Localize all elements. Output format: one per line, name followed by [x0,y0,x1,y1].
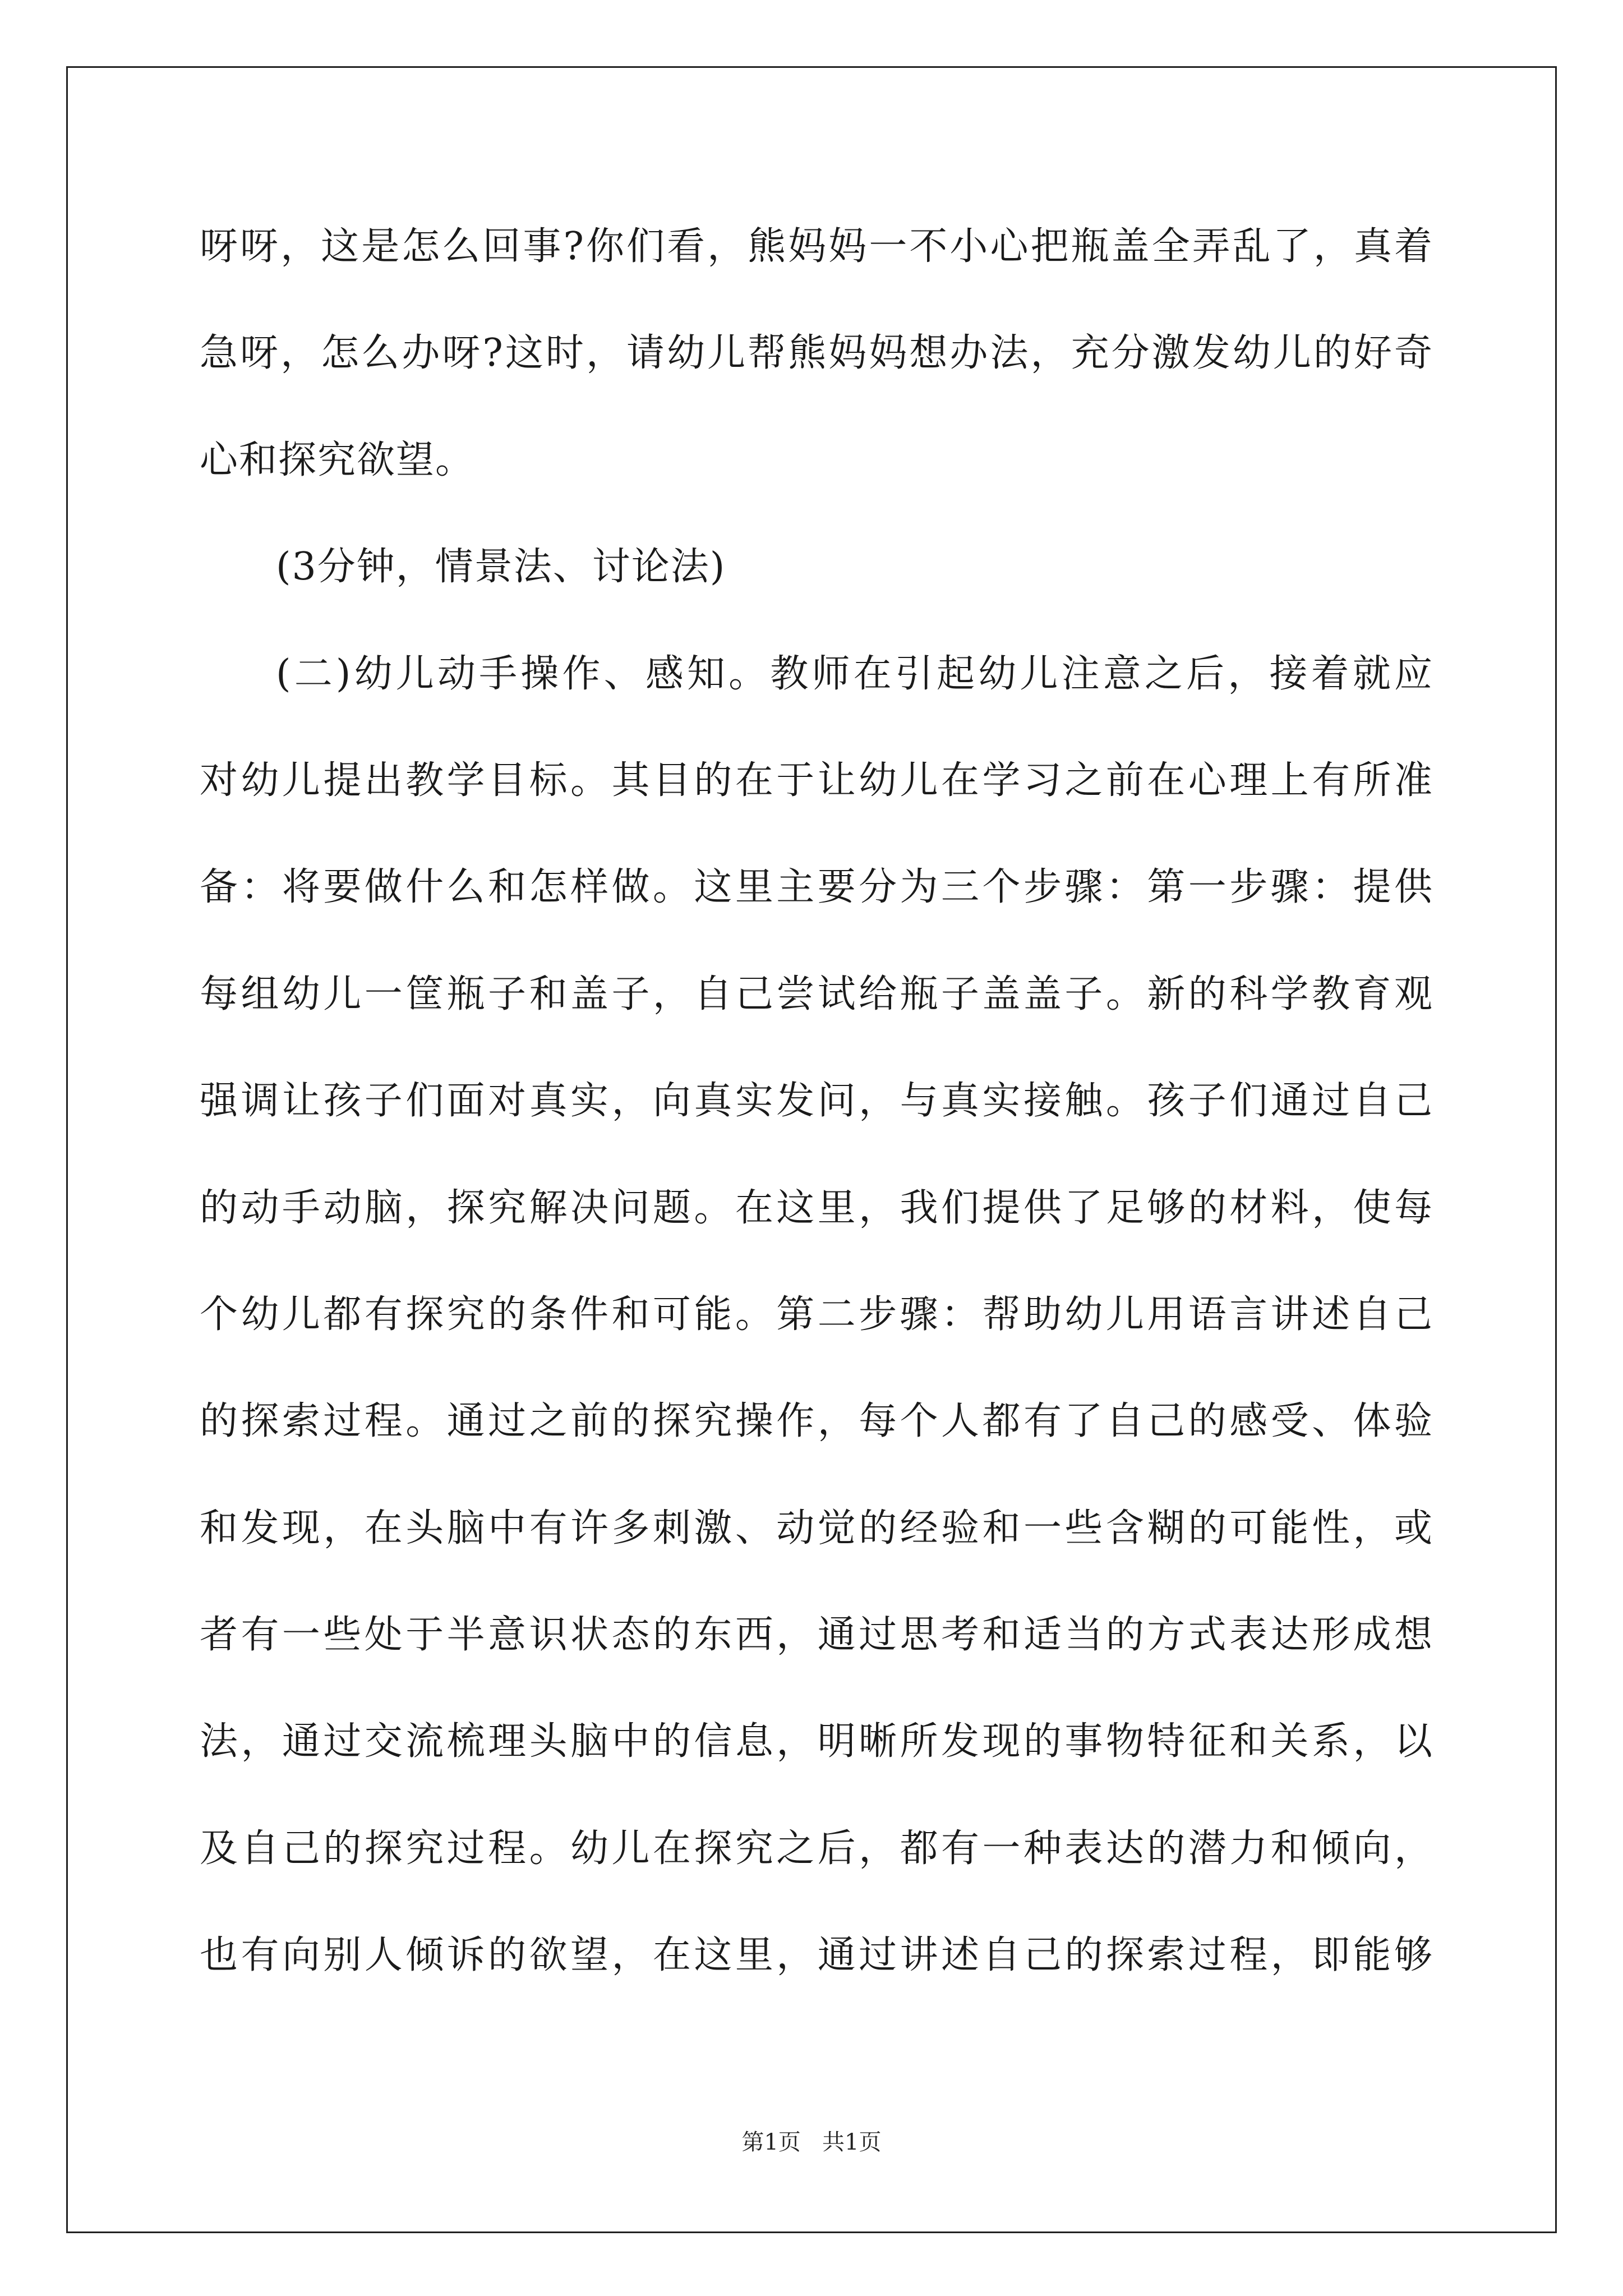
paragraph-line: 的探索过程。通过之前的探究操作，每个人都有了自己的感受、体验 [200,1399,1433,1444]
page-footer: 第1页 共1页 [741,2129,882,2155]
paragraph-line: 也有向别人倾诉的欲望，在这里，通过讲述自己的探索过程，即能够 [200,1933,1433,1978]
paragraph-line: 每组幼儿一筐瓶子和盖子，自己尝试给瓶子盖盖子。新的科学教育观 [200,972,1433,1016]
paragraph-line: 强调让孩子们面对真实，向真实发问，与真实接触。孩子们通过自己 [200,1079,1433,1124]
paragraph-line: 及自己的探究过程。幼儿在探究之后，都有一种表达的潜力和倾向， [200,1826,1433,1871]
paragraph-line: 呀呀，这是怎么回事?你们看，熊妈妈一不小心把瓶盖全弄乱了，真着 [200,224,1433,269]
paragraph-line: 个幼儿都有探究的条件和可能。第二步骤：帮助幼儿用语言讲述自己 [200,1292,1433,1337]
document-body [200,194,1433,2009]
paragraph-line: 的动手动脑，探究解决问题。在这里，我们提供了足够的材料，使每 [200,1185,1433,1230]
paragraph-line: 者有一些处于半意识状态的东西，通过思考和适当的方式表达形成想 [200,1613,1433,1658]
paragraph-line: 和发现，在头脑中有许多刺激、动觉的经验和一些含糊的可能性，或 [200,1506,1433,1550]
paragraph-line: (二)幼儿动手操作、感知。教师在引起幼儿注意之后，接着就应 [276,651,1433,696]
paragraph-line: (3分钟，情景法、讨论法) [276,545,726,590]
paragraph-line: 对幼儿提出教学目标。其目的在于让幼儿在学习之前在心理上有所准 [200,758,1433,803]
paragraph-line: 备：将要做什么和怎样做。这里主要分为三个步骤：第一步骤：提供 [200,865,1433,910]
paragraph-line: 法，通过交流梳理头脑中的信息，明晰所发现的事物特征和关系，以 [200,1719,1433,1764]
paragraph-line: 急呀，怎么办呀?这时，请幼儿帮熊妈妈想办法，充分激发幼儿的好奇 [200,331,1433,376]
paragraph-line: 心和探究欲望。 [200,438,475,482]
